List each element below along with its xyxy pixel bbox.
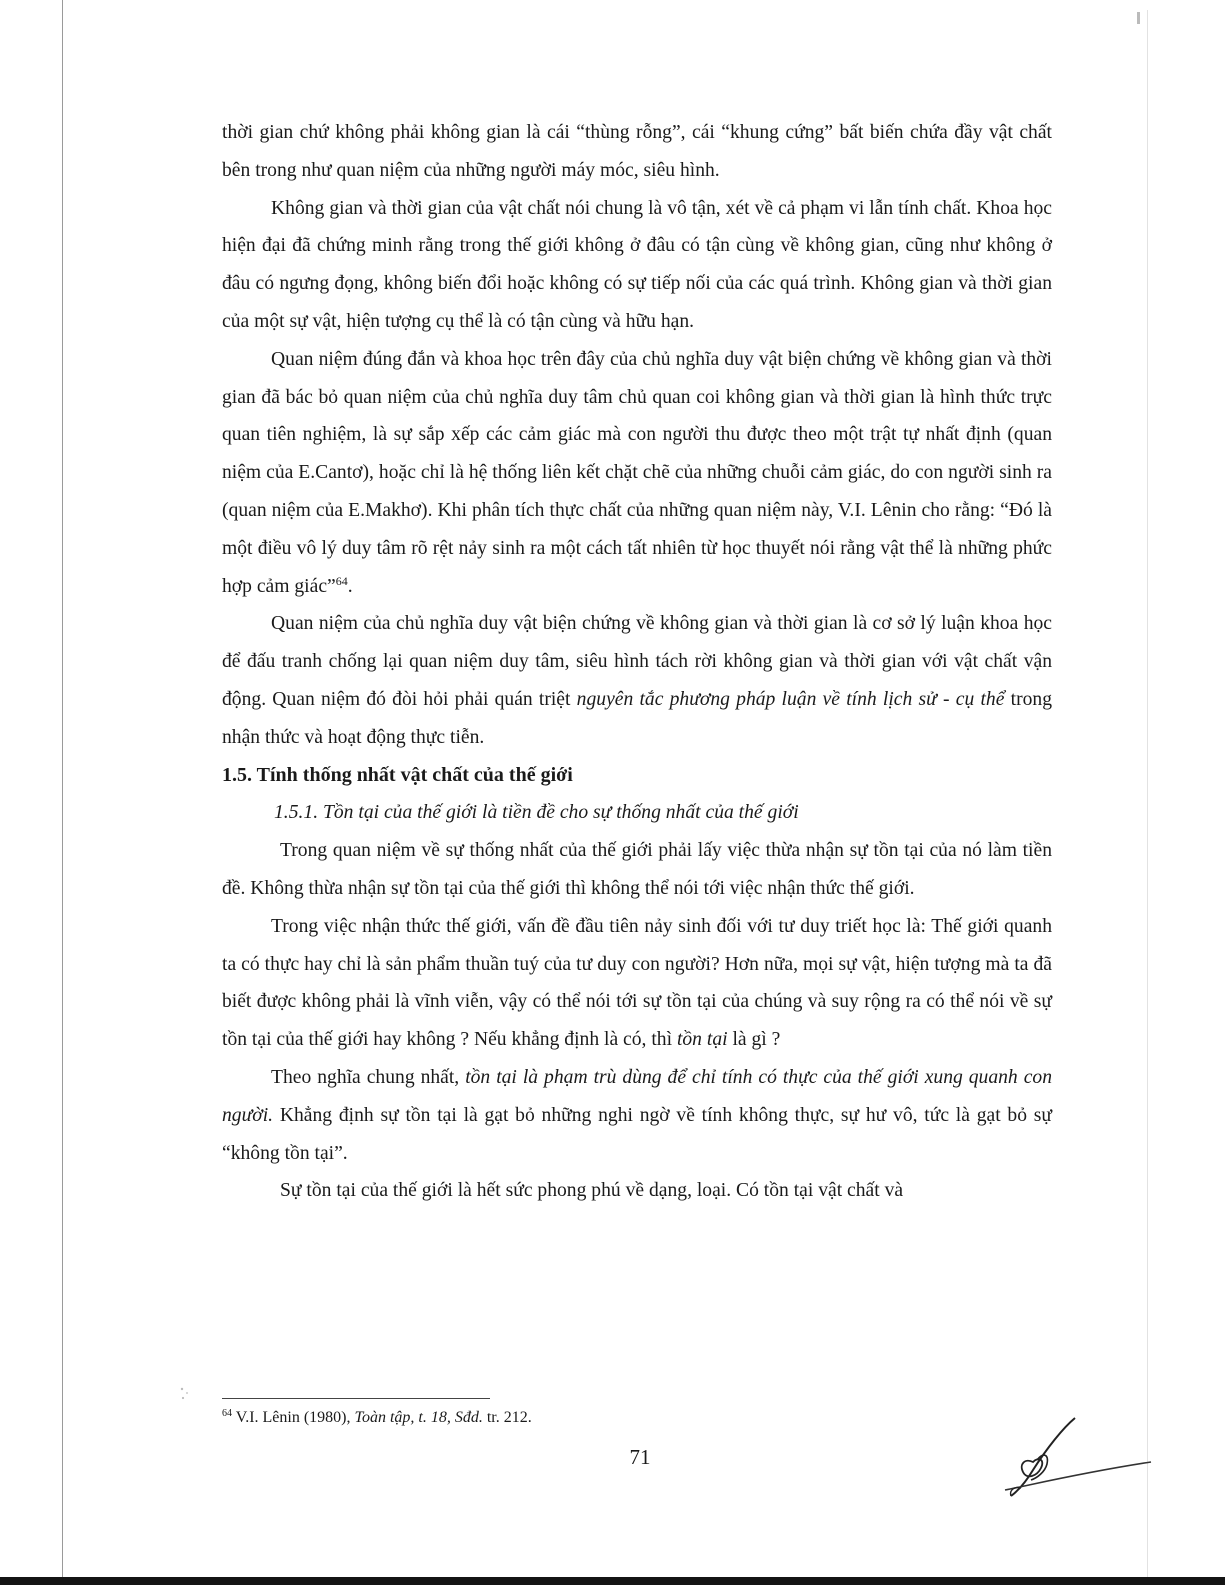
paragraph-end: .	[347, 575, 353, 597]
paragraph	[222, 341, 1052, 606]
paragraph-text: Quan niệm đúng đắn và khoa học trên đây của chủ nghĩa duy vật biện chứng về không gian và thời gian đã bác bỏ quan niệm của chủ nghĩa duy tâm chủ quan coi không gian và thời gian là hình thức trực quan tiên nghiệm, là sự sắp xếp các cảm giác mà con người thu được theo một trật tự nhất định (quan niệm của E.Cantơ), hoặc chỉ là hệ thống liên kết chặt chẽ của những chuỗi cảm giác, do con người sinh ra (quan niệm của E.Makhơ). Khi phân tích thực chất của những quan niệm này, V.I. Lênin cho rằng: “Đó là một điều vô lý duy tâm rõ rệt nảy sinh ra một cách tất nhiên từ học thuyết nói rằng vật thể là những phức hợp cảm giác”	[222, 348, 1052, 597]
page-number: 71	[629, 1445, 651, 1469]
paragraph-end: trong nhận thức và hoạt động thực tiễn.	[222, 688, 1052, 748]
subsection-heading: 1.5.1. Tồn tại của thế giới là tiền đề cho sự thống nhất của thế giới	[274, 802, 799, 824]
scan-bottom-edge	[0, 1577, 1225, 1585]
emphasis: nguyên tắc phương pháp luận về tính lịch sử - cụ thể	[576, 688, 1005, 710]
footnote	[222, 1407, 822, 1429]
paragraph-text: Theo nghĩa chung nhất,	[271, 1066, 466, 1088]
scan-left-edge	[62, 0, 63, 1585]
scan-top-mark	[1137, 12, 1140, 24]
paragraph-text: Quan niệm của chủ nghĩa duy vật biện chứng về không gian và thời gian là cơ sở lý luận khoa học để đấu tranh chống lại quan niệm duy tâm, siêu hình tách rời không gian và thời gian với vật chất vận động. Quan niệm đó đòi hỏi phải quán triệt	[222, 613, 1052, 710]
paragraph: Sự tồn tại của thế giới là hết sức phong phú về dạng, loại. Có tồn tại vật chất và	[280, 1180, 904, 1202]
paragraph	[222, 908, 1052, 1059]
emphasis: tồn tại là phạm trù dùng để chỉ tính có thực của thế giới xung quanh con người.	[222, 1066, 1052, 1126]
footnote-number: 64	[222, 1408, 232, 1419]
section-heading: 1.5. Tính thống nhất vật chất của thế giới	[222, 763, 573, 786]
footnote-source: Toàn tập, t. 18, Sđd.	[354, 1409, 483, 1426]
emphasis: tồn tại	[676, 1029, 728, 1051]
paragraph: thời gian chứ không phải không gian là cái “thùng rỗng”, cái “khung cứng” bất biến chứa đầy vật chất bên trong như quan niệm của những người máy móc, siêu hình.	[222, 122, 1052, 181]
paragraph: Trong quan niệm về sự thống nhất của thế giới phải lấy việc thừa nhận sự tồn tại của nó làm tiền đề. Không thừa nhận sự tồn tại của thế giới thì không thể nói tới việc nhận thức thế giới.	[222, 840, 1052, 899]
footnote-end: tr. 212.	[482, 1409, 532, 1426]
paragraph-end: là gì ?	[727, 1029, 781, 1051]
page-body	[222, 114, 1052, 1210]
signature-mark	[975, 1410, 1155, 1500]
paragraph-end: Khẳng định sự tồn tại là gạt bỏ những nghi ngờ về tính không thực, sự hư vô, tức là gạt bỏ sự “không tồn tại”.	[222, 1104, 1052, 1164]
paragraph	[222, 1059, 1052, 1172]
scan-right-edge	[1147, 10, 1148, 1585]
scan-speck	[178, 1385, 194, 1403]
footnote-ref: 64	[335, 573, 348, 588]
paragraph: Không gian và thời gian của vật chất nói chung là vô tận, xét về cả phạm vi lẫn tính chất. Khoa học hiện đại đã chứng minh rằng trong thế giới không ở đâu có tận cùng về không gian, cũng như không ở đâu có ngưng đọng, không biến đổi hoặc không có sự tiếp nối của các quá trình. Không gian và thời gian của một sự vật, hiện tượng cụ thể là có tận cùng và hữu hạn.	[222, 197, 1052, 332]
footnote-divider	[222, 1398, 490, 1399]
footnote-text: V.I. Lênin (1980),	[232, 1409, 355, 1426]
paragraph-text: Trong việc nhận thức thế giới, vấn đề đầu tiên nảy sinh đối với tư duy triết học là: Thế giới quanh ta có thực hay chỉ là sản phẩm thuần tuý của tư duy con người? Hơn nữa, mọi sự vật, hiện tượng mà ta đã biết được không phải là vĩnh viễn, vậy có thể nói tới sự tồn tại của chúng và suy rộng ra có thể nói về sự tồn tại của thế giới hay không ? Nếu khẳng định là có, thì	[222, 915, 1052, 1051]
paragraph	[222, 605, 1052, 756]
